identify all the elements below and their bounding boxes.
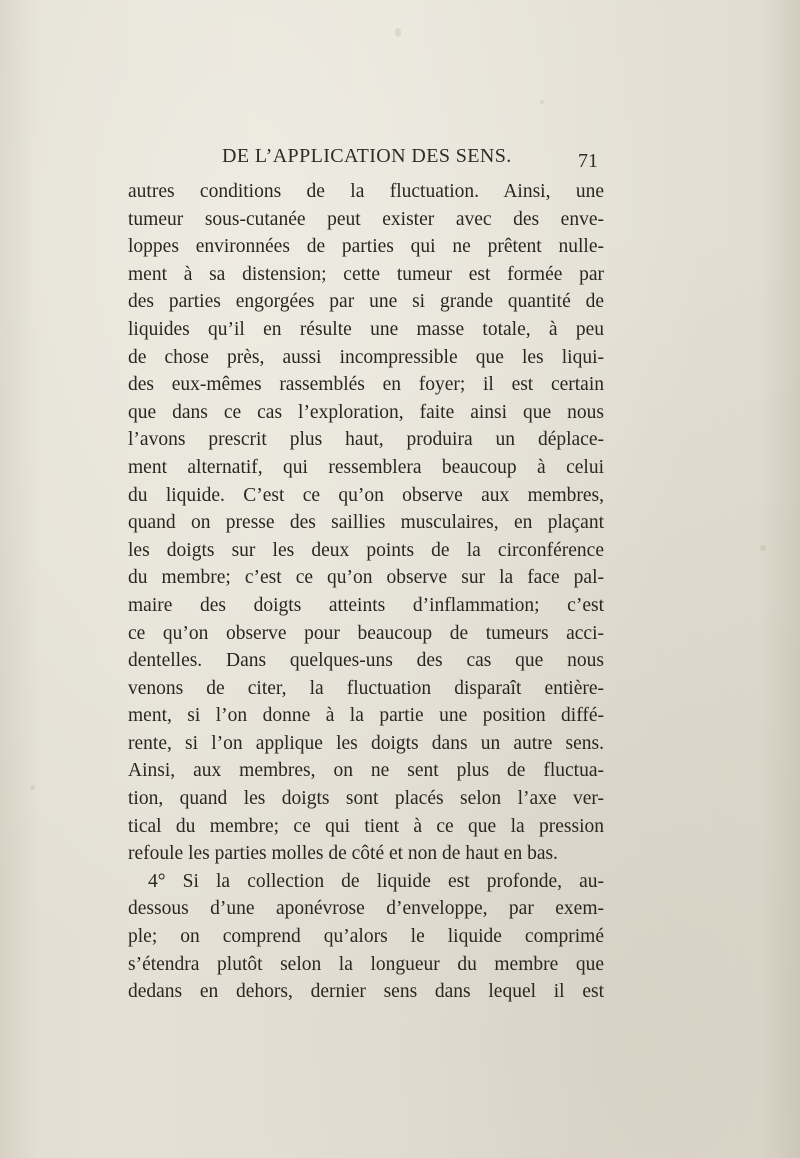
text-line: des eux-mêmes rassemblés en foyer; il est certain (128, 374, 604, 396)
text-line: l’avons prescrit plus haut, produira un déplace- (128, 429, 604, 451)
paper-stain (395, 28, 401, 37)
page-number: 71 (578, 150, 598, 172)
text-line: refoule les parties molles de côté et non de haut en bas. (128, 843, 558, 865)
paper-stain (30, 785, 35, 790)
text-line: liquides qu’il en résulte une masse totale, à peu (128, 318, 604, 340)
text-line: 4° Si la collection de liquide est profonde, au- (148, 870, 604, 892)
text-line: maire des doigts atteints d’inflammation; c’est (128, 594, 604, 616)
text-line: que dans ce cas l’exploration, faite ainsi que nous (128, 401, 604, 423)
text-line: du membre; c’est ce qu’on observe sur la face pal- (128, 567, 604, 589)
text-line: quand on presse des saillies musculaires, en plaçant (128, 512, 604, 534)
text-line: tical du membre; ce qui tient à ce que la pression (128, 815, 604, 837)
text-line: ple; on comprend qu’alors le liquide comprimé (128, 926, 604, 948)
text-line: de chose près, aussi incompressible que les liqui- (128, 346, 604, 368)
text-line: des parties engorgées par une si grande quantité de (128, 291, 604, 313)
paper-stain (540, 100, 544, 104)
text-line: ment, si l’on donne à la partie une position diffé- (128, 705, 604, 727)
text-line: ce qu’on observe pour beaucoup de tumeurs acci- (128, 622, 604, 644)
text-line: tion, quand les doigts sont placés selon l’axe ver- (128, 788, 604, 810)
text-line: ment à sa distension; cette tumeur est formée par (128, 263, 604, 285)
text-line: venons de citer, la fluctuation disparaît entière- (128, 677, 604, 699)
text-line: dessous d’une aponévrose d’enveloppe, par exem- (128, 898, 604, 920)
text-line: loppes environnées de parties qui ne prêtent nulle- (128, 236, 604, 258)
running-title: DE L’APPLICATION DES SENS. (222, 145, 512, 167)
text-line: tumeur sous-cutanée peut exister avec des enve- (128, 208, 604, 230)
text-line: dedans en dehors, dernier sens dans lequel il est (128, 981, 604, 1003)
text-line: Ainsi, aux membres, on ne sent plus de fluctua- (128, 760, 604, 782)
text-line: dentelles. Dans quelques-uns des cas que nous (128, 650, 604, 672)
text-line: s’étendra plutôt selon la longueur du membre que (128, 953, 604, 975)
body-text (128, 178, 604, 1006)
text-line: autres conditions de la fluctuation. Ainsi, une (128, 181, 604, 202)
text-line: ment alternatif, qui ressemblera beaucoup à celui (128, 456, 604, 478)
paper-stain (760, 545, 766, 551)
text-line: du liquide. C’est ce qu’on observe aux membres, (128, 484, 604, 506)
text-line: rente, si l’on applique les doigts dans un autre sens. (128, 732, 604, 754)
text-line: les doigts sur les deux points de la circonférence (128, 539, 604, 561)
